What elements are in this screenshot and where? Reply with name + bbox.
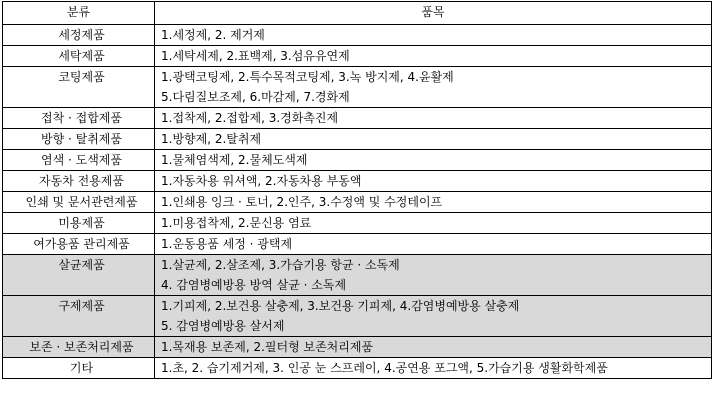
category-cell: 세정제품 — [3, 25, 155, 46]
category-cell: 구제제품 — [3, 296, 155, 337]
item-line: 1.인쇄용 잉크 · 토너, 2.인주, 3.수정액 및 수정테이프 — [161, 195, 443, 209]
category-cell: 자동차 전용제품 — [3, 171, 155, 192]
header-items: 품목 — [155, 2, 712, 25]
item-line: 1.살균제, 2.살조제, 3.가습기용 항균 · 소독제 — [161, 258, 400, 272]
table-row-highlighted — [3, 296, 712, 337]
items-cell — [155, 337, 712, 358]
items-cell — [155, 25, 712, 46]
item-line: 1.목재용 보존제, 2.필터형 보존처리제품 — [161, 340, 374, 354]
item-line: 4. 감염병예방용 방역 살균 · 소독제 — [161, 278, 347, 292]
category-table — [2, 1, 712, 379]
table-row — [3, 213, 712, 234]
item-line: 1.초, 2. 습기제거제, 3. 인공 눈 스프레이, 4.공연용 포그액, 5.가습기용 생활화학제품 — [161, 361, 608, 375]
table-row — [3, 192, 712, 213]
items-cell — [155, 150, 712, 171]
item-line: 1.미용접착제, 2.문신용 염료 — [161, 216, 312, 230]
item-line: 1.광택코팅제, 2.특수목적코팅제, 3.녹 방지제, 4.윤활제 — [161, 70, 454, 84]
category-cell: 미용제품 — [3, 213, 155, 234]
items-cell — [155, 67, 712, 108]
items-cell — [155, 234, 712, 255]
table-row — [3, 358, 712, 379]
category-cell: 보존 · 보존처리제품 — [3, 337, 155, 358]
table-row — [3, 108, 712, 129]
table-row — [3, 46, 712, 67]
items-cell — [155, 213, 712, 234]
table-row — [3, 234, 712, 255]
item-line: 1.세탁세제, 2.표백제, 3.섬유유연제 — [161, 49, 350, 63]
category-cell: 인쇄 및 문서관련제품 — [3, 192, 155, 213]
item-line: 5.다림질보조제, 6.마감제, 7.경화제 — [161, 90, 350, 104]
items-cell — [155, 192, 712, 213]
category-cell: 여가용품 관리제품 — [3, 234, 155, 255]
table-row-highlighted — [3, 255, 712, 296]
header-category: 분류 — [3, 2, 155, 25]
items-cell — [155, 358, 712, 379]
items-cell — [155, 46, 712, 67]
item-line: 5. 감염병예방용 살서제 — [161, 319, 285, 333]
items-cell — [155, 108, 712, 129]
items-cell — [155, 171, 712, 192]
table-row — [3, 150, 712, 171]
table-row — [3, 67, 712, 108]
item-line: 1.세정제, 2. 제거제 — [161, 28, 265, 42]
item-line: 1.운동용품 세정 · 광택제 — [161, 237, 293, 251]
category-cell: 살균제품 — [3, 255, 155, 296]
item-line: 1.방향제, 2.탈취제 — [161, 132, 262, 146]
table-row — [3, 171, 712, 192]
category-cell: 접착 · 접합제품 — [3, 108, 155, 129]
items-cell — [155, 255, 712, 296]
category-cell: 코팅제품 — [3, 67, 155, 108]
item-line: 1.자동차용 워셔액, 2.자동차용 부동액 — [161, 174, 362, 188]
category-cell: 세탁제품 — [3, 46, 155, 67]
item-line: 1.물체염색제, 2.물체도색제 — [161, 153, 308, 167]
category-cell: 기타 — [3, 358, 155, 379]
item-line: 1.접착제, 2.접합제, 3.경화촉진제 — [161, 111, 339, 125]
items-cell — [155, 129, 712, 150]
category-cell: 염색 · 도색제품 — [3, 150, 155, 171]
table-row — [3, 129, 712, 150]
table-row-highlighted — [3, 337, 712, 358]
category-cell: 방향 · 탈취제품 — [3, 129, 155, 150]
items-cell — [155, 296, 712, 337]
table-header-row — [3, 2, 712, 25]
table-row — [3, 25, 712, 46]
item-line: 1.기피제, 2.보건용 살충제, 3.보건용 기피제, 4.감염병예방용 살충제 — [161, 299, 520, 313]
